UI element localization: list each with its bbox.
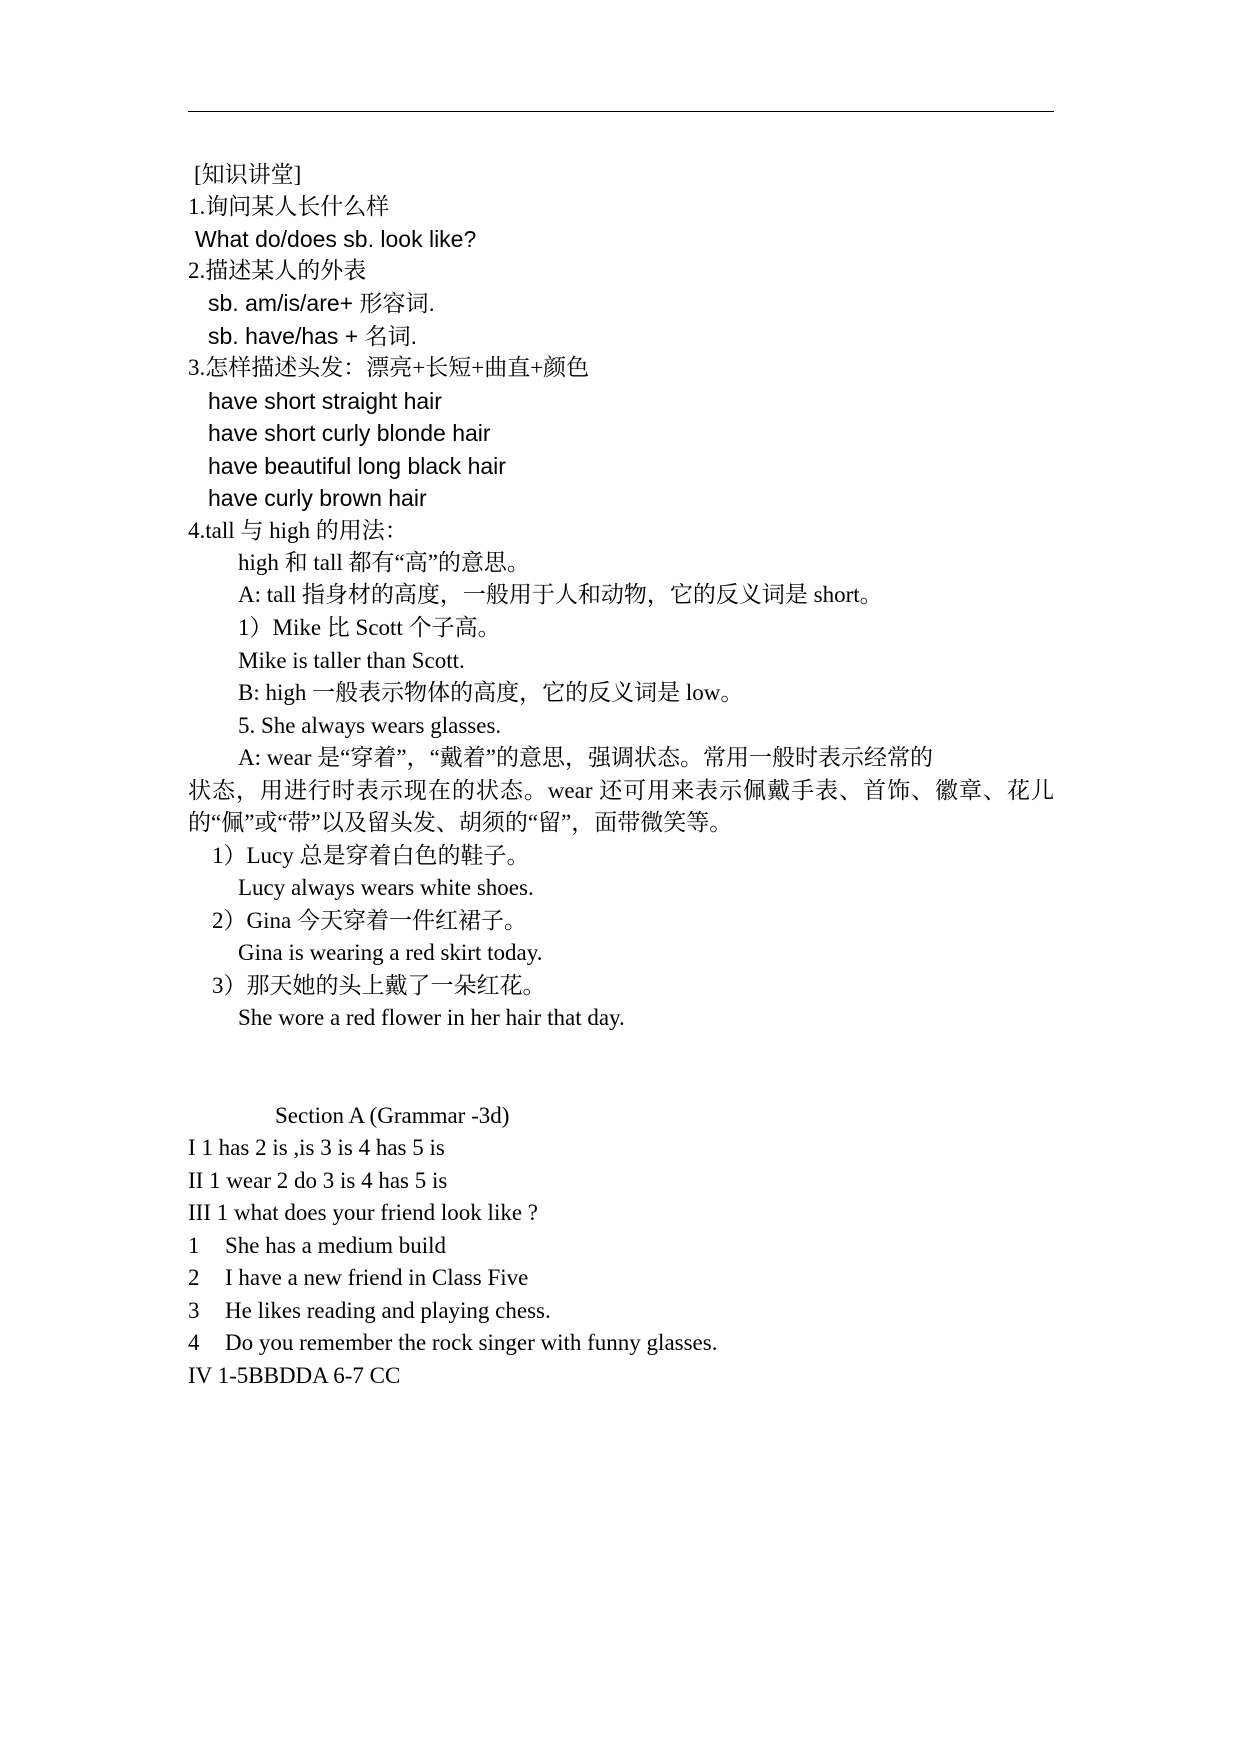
answer-item-number: 3 (188, 1298, 200, 1323)
example-chinese: 3）那天她的头上戴了一朵红花。 (212, 973, 546, 998)
hair-example: have short straight hair (208, 388, 442, 414)
point-1-title: 1.询问某人长什么样 (188, 194, 390, 219)
section-title: Section A (Grammar -3d) (275, 1103, 510, 1128)
hair-example: have beautiful long black hair (208, 453, 506, 479)
knowledge-heading: [知识讲堂] (194, 162, 302, 187)
example-english: She wore a red flower in her hair that day. (238, 1005, 625, 1030)
point-4-line: Mike is taller than Scott. (238, 648, 465, 673)
point-2-line-2: sb. have/has + 名词. (208, 323, 418, 349)
point-5-para-line: 的“佩”或“带”以及留头发、胡须的“留”，面带微笑等。 (188, 810, 733, 835)
point-4-line: B: high 一般表示物体的高度，它的反义词是 low。 (238, 680, 744, 705)
answer-part-i: I 1 has 2 is ,is 3 is 4 has 5 is (188, 1135, 445, 1160)
point-5-para-line: A: wear 是“穿着”，“戴着”的意思，强调状态。常用一般时表示经常的 (238, 745, 934, 770)
example-chinese: 2）Gina 今天穿着一件红裙子。 (212, 908, 527, 933)
point-4-line: A: tall 指身材的高度，一般用于人和动物，它的反义词是 short。 (238, 582, 883, 607)
example-chinese: 1）Lucy 总是穿着白色的鞋子。 (212, 843, 530, 868)
example-english: Lucy always wears white shoes. (238, 875, 534, 900)
answer-item-text: I have a new friend in Class Five (225, 1265, 529, 1290)
point-4-line: 1）Mike 比 Scott 个子高。 (238, 615, 501, 640)
answer-item-text: Do you remember the rock singer with funny glasses. (225, 1330, 718, 1355)
answer-item-number: 1 (188, 1233, 200, 1258)
point-4-title: 4.tall 与 high 的用法： (188, 518, 408, 543)
point-2-line-1: sb. am/is/are+ 形容词. (208, 290, 435, 316)
answer-item-text: She has a medium build (225, 1233, 447, 1258)
point-3-title: 3.怎样描述头发：漂亮+长短+曲直+颜色 (188, 355, 590, 380)
point-4-line: high 和 tall 都有“高”的意思。 (238, 550, 530, 575)
answer-item-text: He likes reading and playing chess. (225, 1298, 551, 1323)
answer-part-iii: III 1 what does your friend look like ? (188, 1200, 539, 1225)
example-english: Gina is wearing a red skirt today. (238, 940, 543, 965)
answer-part-iv: IV 1-5BBDDA 6-7 CC (188, 1363, 401, 1388)
point-5-para-line: 状态，用进行时表示现在的状态。wear 还可用来表示佩戴手表、首饰、徽章、花儿 (188, 778, 1054, 803)
point-5-title: 5. She always wears glasses. (238, 713, 502, 738)
answer-part-ii: II 1 wear 2 do 3 is 4 has 5 is (188, 1168, 448, 1193)
point-2-title: 2.描述某人的外表 (188, 258, 367, 283)
header-rule (188, 111, 1054, 112)
hair-example: have short curly blonde hair (208, 420, 491, 446)
answer-item-number: 2 (188, 1265, 200, 1290)
hair-example: have curly brown hair (208, 485, 427, 511)
answer-item-number: 4 (188, 1330, 200, 1355)
point-1-pattern: What do/does sb. look like? (195, 226, 477, 252)
